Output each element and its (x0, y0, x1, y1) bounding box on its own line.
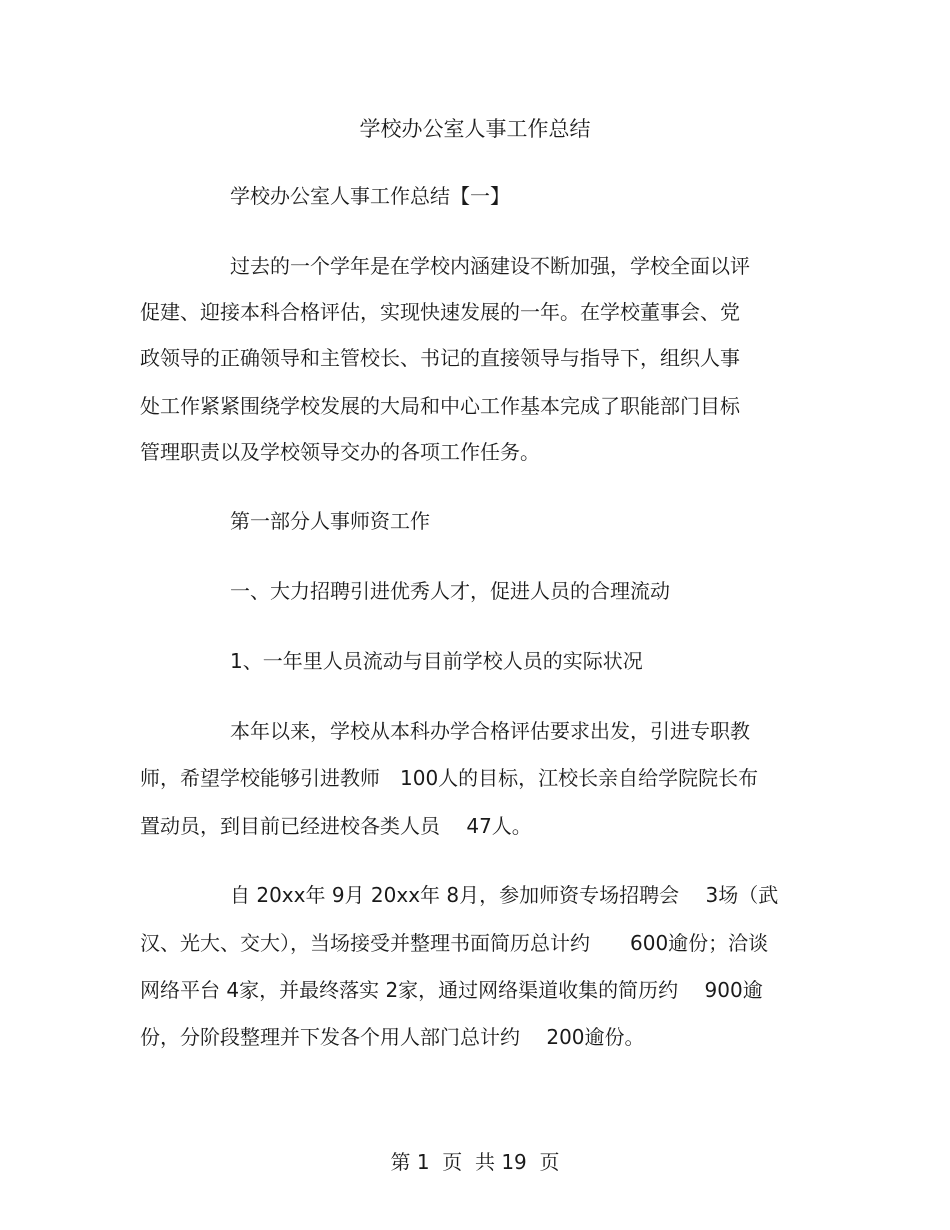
paragraph-1-line-5: 管理职责以及学校领导交办的各项工作任务。 (140, 440, 540, 464)
paragraph-1-line-1: 过去的一个学年是在学校内涵建设不断加强，学校全面以评 (230, 254, 750, 278)
paragraph-3-line-3: 网络平台 4家，并最终落实 2家，通过网络渠道收集的简历约 900逾 (140, 978, 763, 1002)
paragraph-1-line-4: 处工作紧紧围绕学校发展的大局和中心工作基本完成了职能部门目标 (140, 394, 740, 418)
paragraph-3-line-1: 自 20xx年 9月 20xx年 8月，参加师资专场招聘会 3场（武 (230, 883, 779, 907)
paragraph-2-line-2: 师，希望学校能够引进教师 100人的目标，江校长亲自给学院院长布 (140, 766, 759, 790)
document-subtitle: 学校办公室人事工作总结【一】 (230, 184, 510, 208)
paragraph-1-line-3: 政领导的正确领导和主管校长、书记的直接领导与指导下，组织人事 (140, 346, 740, 370)
item-1-heading: 1、一年里人员流动与目前学校人员的实际状况 (230, 649, 643, 673)
page-number-label: 第 1 页 共 19 页 (390, 1150, 560, 1174)
page-footer (0, 1147, 950, 1177)
paragraph-2-line-1: 本年以来，学校从本科办学合格评估要求出发，引进专职教 (230, 719, 750, 743)
part-1-heading: 第一部分人事师资工作 (230, 509, 430, 533)
paragraph-3-line-2: 汉、光大、交大），当场接受并整理书面简历总计约 600逾份；洽谈 (140, 931, 769, 955)
section-1-heading: 一、大力招聘引进优秀人才，促进人员的合理流动 (230, 579, 670, 603)
document-title: 学校办公室人事工作总结 (359, 117, 591, 141)
paragraph-2-line-3: 置动员，到目前已经进校各类人员 47人。 (140, 814, 532, 838)
paragraph-1-line-2: 促建、迎接本科合格评估，实现快速发展的一年。在学校董事会、党 (140, 300, 740, 324)
paragraph-3-line-4: 份，分阶段整理并下发各个用人部门总计约 200逾份。 (140, 1025, 645, 1049)
